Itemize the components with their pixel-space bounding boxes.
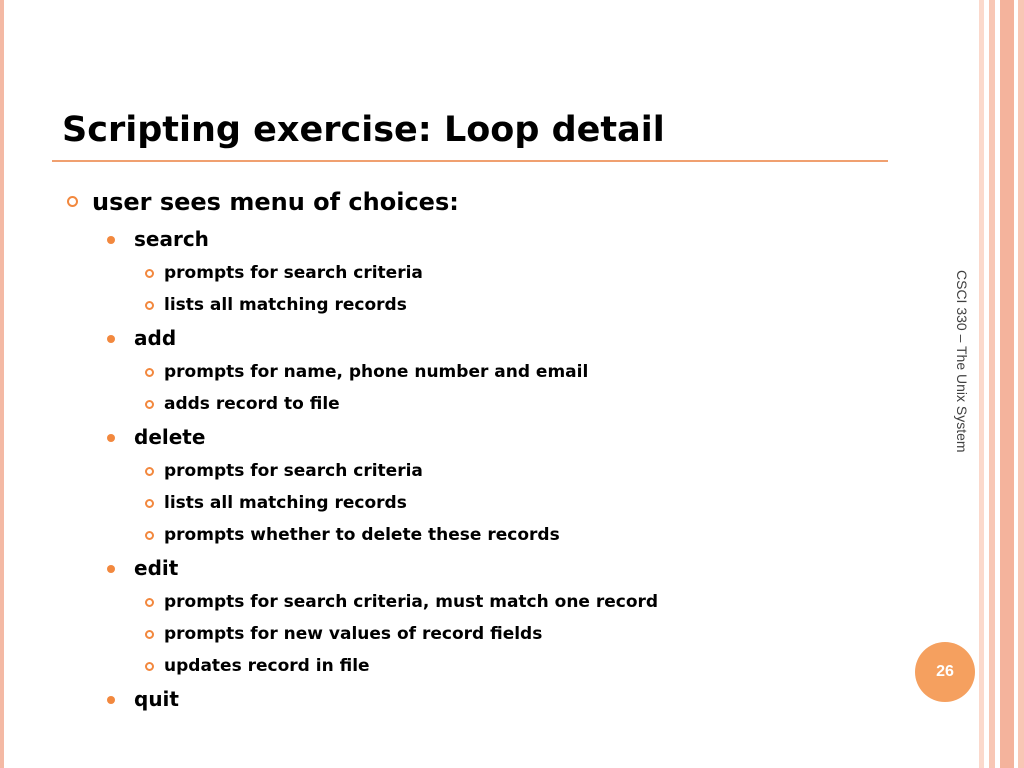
bullet-text: user sees menu of choices: [92,188,459,216]
bullet-text: edit [134,556,179,580]
ring-bullet-icon [145,662,154,671]
bullet-level2-item [62,420,902,455]
bullet-text: prompts for search criteria, must match one record [164,592,659,612]
decorative-stripe [1000,0,1014,768]
bullet-level3-item [62,650,902,682]
bullet-level2-item [62,551,902,586]
ring-bullet-icon [145,630,154,639]
bullet-level3-item [62,289,902,321]
dot-bullet-icon [107,434,115,442]
ring-bullet-icon [145,598,154,607]
bullet-text: prompts for search criteria [164,461,423,481]
title-divider [52,160,888,162]
bullet-text: delete [134,425,206,449]
ring-bullet-icon [145,368,154,377]
bullet-text: add [134,326,177,350]
ring-bullet-icon [145,400,154,409]
bullet-level3-item [62,586,902,618]
bullet-text: adds record to file [164,394,340,414]
page-number-badge: 26 [915,642,975,702]
bullet-list [62,182,902,717]
bullet-text: prompts whether to delete these records [164,525,560,545]
ring-bullet-icon [145,269,154,278]
dot-bullet-icon [107,565,115,573]
bullet-text: search [134,227,209,251]
course-label: CSCI 330 – The Unix System [954,270,970,453]
decorative-stripe [1018,0,1024,768]
ring-bullet-icon [145,467,154,476]
bullet-level3-item [62,455,902,487]
ring-bullet-icon [145,499,154,508]
bullet-level2-item [62,682,902,717]
slide-title: Scripting exercise: Loop detail [62,110,665,150]
slide-frame-left [0,0,4,768]
bullet-level3-item [62,487,902,519]
ring-bullet-icon [145,531,154,540]
bullet-level3-item [62,257,902,289]
bullet-level3-item [62,356,902,388]
ring-bullet-icon [145,301,154,310]
bullet-level3-item [62,388,902,420]
bullet-level2-item [62,321,902,356]
bullet-text: quit [134,687,179,711]
bullet-text: updates record in file [164,656,370,676]
bullet-level1-item [62,182,902,222]
dot-bullet-icon [107,335,115,343]
bullet-text: lists all matching records [164,493,407,513]
ring-bullet-icon [67,196,78,207]
bullet-level3-item [62,618,902,650]
bullet-level3-item [62,519,902,551]
bullet-text: lists all matching records [164,295,407,315]
dot-bullet-icon [107,696,115,704]
bullet-text: prompts for search criteria [164,263,423,283]
bullet-text: prompts for name, phone number and email [164,362,589,382]
bullet-level2-item [62,222,902,257]
bullet-text: prompts for new values of record fields [164,624,543,644]
dot-bullet-icon [107,236,115,244]
